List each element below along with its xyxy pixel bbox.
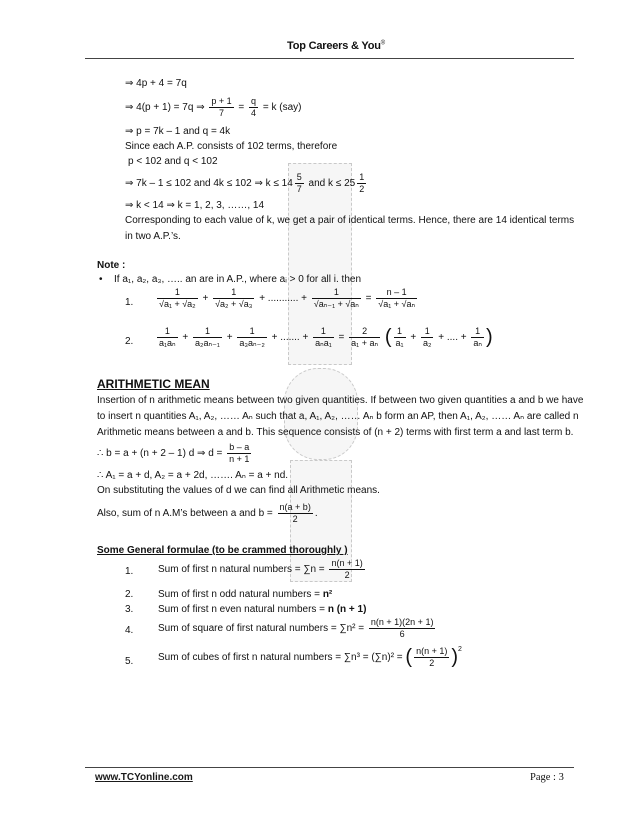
note-bullet: • — [99, 274, 103, 285]
formula-1-number: 1. — [125, 566, 134, 577]
fraction — [157, 326, 178, 349]
denominator: √aₙ₋₁ + √aₙ — [313, 299, 359, 309]
fraction — [295, 172, 304, 195]
fraction — [157, 287, 198, 310]
formula-5 — [158, 646, 462, 669]
formula-2-result: n² — [322, 589, 333, 600]
numerator: 2 — [349, 326, 380, 338]
numerator: 1 — [313, 326, 334, 338]
fraction — [313, 326, 334, 349]
fraction — [369, 617, 436, 640]
denominator: 2 — [292, 514, 298, 524]
note-formula-2 — [155, 326, 493, 349]
formula-3-text: Sum of first n even natural numbers = — [158, 604, 328, 615]
numerator: 1 — [312, 287, 361, 299]
denominator: aₙ — [473, 338, 482, 348]
ellipsis-plus: + ....... + — [271, 332, 309, 344]
note-formula-1 — [155, 287, 419, 310]
formula-3-result: n (n + 1) — [327, 604, 367, 615]
plus: + — [226, 332, 233, 344]
line-4: Since each A.P. consists of 102 terms, therefore — [125, 141, 338, 152]
denominator: a₂ — [422, 338, 432, 348]
am-paragraph-line-3: Arithmetic means between a and b. This sequence consists of (n + 2) terms with first term a and last term b. — [97, 427, 574, 438]
formula-5-number: 5. — [125, 656, 134, 667]
numerator: n(n + 1) — [331, 558, 363, 568]
numerator: 1 — [359, 172, 365, 182]
paren-close: ) — [451, 646, 459, 668]
numerator: 1 — [394, 326, 406, 338]
line-6 — [125, 172, 368, 195]
denominator: 7 — [296, 184, 302, 194]
fraction — [312, 287, 361, 310]
numerator: q — [251, 96, 257, 106]
denominator: 6 — [399, 629, 405, 639]
footer-site-link[interactable]: www.TCYonline.com — [95, 772, 193, 783]
denominator: n + 1 — [229, 454, 250, 464]
fraction — [376, 287, 417, 310]
equals: = — [338, 332, 345, 344]
am-equation-d — [97, 442, 253, 465]
period: . — [314, 508, 318, 520]
numerator: 1 — [421, 326, 434, 338]
am-equation-text: ∴ b = a + (n + 2 – 1) d ⇒ d = — [97, 448, 223, 460]
line-8: Corresponding to each value of k, we get a pair of identical terms. Hence, there are 14 identical terms — [125, 215, 575, 226]
denominator: aₙa₁ — [315, 338, 332, 348]
fraction — [237, 326, 267, 349]
formula-1 — [158, 558, 367, 581]
fraction — [471, 326, 484, 349]
numerator: n(n + 1) — [416, 646, 448, 656]
footer-page-number: Page : 3 — [530, 772, 564, 783]
line-2-tail: = k (say) — [262, 102, 302, 114]
denominator: √a₁ + √aₙ — [378, 299, 416, 309]
line-9: in two A.P.’s. — [125, 231, 181, 242]
formula-4-text: Sum of square of first natural numbers = ∑n² = — [158, 623, 365, 635]
paren-open: ( — [405, 646, 413, 668]
am-paragraph-line-2: to insert n quantities A₁, A₂, …… Aₙ such that a, A₁, A₂, …… Aₙ b form an AP, then A₁, A₂, …… Aₙ are called n — [97, 411, 579, 422]
fraction — [329, 558, 364, 581]
fraction — [394, 326, 406, 349]
denominator: 2 — [429, 658, 435, 668]
numerator: 1 — [237, 326, 267, 338]
section-title-arithmetic-mean: ARITHMETIC MEAN — [97, 377, 210, 391]
am-paragraph-line-1: Insertion of n arithmetic means between two given quantities. If between two given quantities a and b we have — [97, 395, 584, 406]
formula-5-text: Sum of cubes of first n natural numbers = ∑n³ = (∑n)² = — [158, 652, 403, 664]
denominator: 4 — [251, 108, 257, 118]
denominator: a₁aₙ — [159, 338, 176, 348]
numerator: 1 — [193, 326, 222, 338]
ellipsis-plus: + .... + — [438, 332, 467, 344]
numerator: p + 1 — [211, 96, 232, 106]
page-header — [287, 40, 385, 52]
line-5: p < 102 and q < 102 — [128, 156, 218, 167]
formula-3-number: 3. — [125, 604, 134, 615]
note-formula-1-number: 1. — [125, 297, 134, 308]
paren-close: ) — [485, 326, 493, 348]
line-1: ⇒ 4p + 4 = 7q — [125, 78, 187, 89]
am-sum-line — [97, 502, 318, 525]
line-3: ⇒ p = 7k – 1 and q = 4k — [125, 126, 231, 137]
header-registered-mark: ® — [380, 40, 386, 47]
plus: + — [202, 293, 209, 305]
note-formula-2-number: 2. — [125, 336, 134, 347]
formula-2 — [158, 589, 332, 600]
line-6-text: ⇒ 7k – 1 ≤ 102 and 4k ≤ 102 ⇒ k ≤ 14 — [125, 178, 293, 190]
numerator: n(a + b) — [279, 502, 311, 512]
footer-rule — [85, 767, 574, 768]
fraction — [209, 96, 233, 119]
denominator: √a₂ + √a₃ — [215, 299, 253, 309]
exponent: 2 — [458, 646, 462, 653]
numerator: 1 — [471, 326, 484, 338]
equals: = — [365, 293, 372, 305]
plus: + — [410, 332, 417, 344]
note-label: Note : — [97, 260, 126, 271]
denominator: a₁ — [395, 338, 404, 348]
numerator: b – a — [227, 442, 251, 454]
am-equation-terms: ∴ A₁ = a + d, A₂ = a + 2d, ……. Aₙ = a + nd. — [97, 470, 289, 481]
denominator: 2 — [359, 184, 365, 194]
note-item: If a₁, a₂, a₃, ….. an are in A.P., where aᵢ > 0 for all i. then — [114, 274, 362, 285]
formula-1-text: Sum of first n natural numbers = ∑n = — [158, 564, 325, 576]
fraction — [357, 172, 366, 195]
paren-open: ( — [384, 326, 392, 348]
formula-4-number: 4. — [125, 625, 134, 636]
numerator: n – 1 — [376, 287, 417, 299]
equals: = — [238, 102, 245, 114]
fraction — [421, 326, 434, 349]
line-7: ⇒ k < 14 ⇒ k = 1, 2, 3, ……, 14 — [125, 200, 265, 211]
formula-2-text: Sum of first n odd natural numbers = — [158, 589, 323, 600]
numerator: 5 — [296, 172, 302, 182]
line-2 — [125, 96, 301, 119]
fraction — [249, 96, 258, 119]
header-title: Top Careers & You — [287, 40, 381, 52]
line-6-middle: and k ≤ 25 — [305, 178, 356, 190]
formula-4 — [158, 617, 437, 640]
fraction — [227, 442, 251, 465]
denominator: √a₁ + √a₂ — [159, 299, 196, 309]
fraction — [278, 502, 313, 525]
plus: + — [182, 332, 189, 344]
denominator: 7 — [218, 108, 224, 118]
formula-3 — [158, 604, 366, 615]
denominator: 2 — [344, 570, 350, 580]
numerator: 1 — [213, 287, 254, 299]
numerator: 1 — [157, 326, 178, 338]
am-sum-text: Also, sum of n A.M’s between a and b = — [97, 508, 273, 520]
numerator: n(n + 1)(2n + 1) — [370, 617, 434, 627]
denominator: a₃aₙ₋₂ — [239, 338, 265, 348]
numerator: 1 — [157, 287, 198, 299]
section-title-general-formulae: Some General formulae (to be crammed thoroughly ) — [97, 545, 348, 556]
header-rule — [85, 58, 574, 59]
denominator: a₂aₙ₋₁ — [195, 338, 220, 348]
denominator: a₁ + aₙ — [351, 338, 379, 348]
formula-2-number: 2. — [125, 589, 134, 600]
fraction — [414, 646, 449, 669]
line-2-text: ⇒ 4(p + 1) = 7q ⇒ — [125, 102, 205, 114]
ellipsis-plus: + ........... + — [259, 293, 307, 305]
fraction — [213, 287, 254, 310]
fraction — [349, 326, 380, 349]
fraction — [193, 326, 222, 349]
am-paragraph-line-4: On substituting the values of d we can find all Arithmetic means. — [97, 485, 380, 496]
